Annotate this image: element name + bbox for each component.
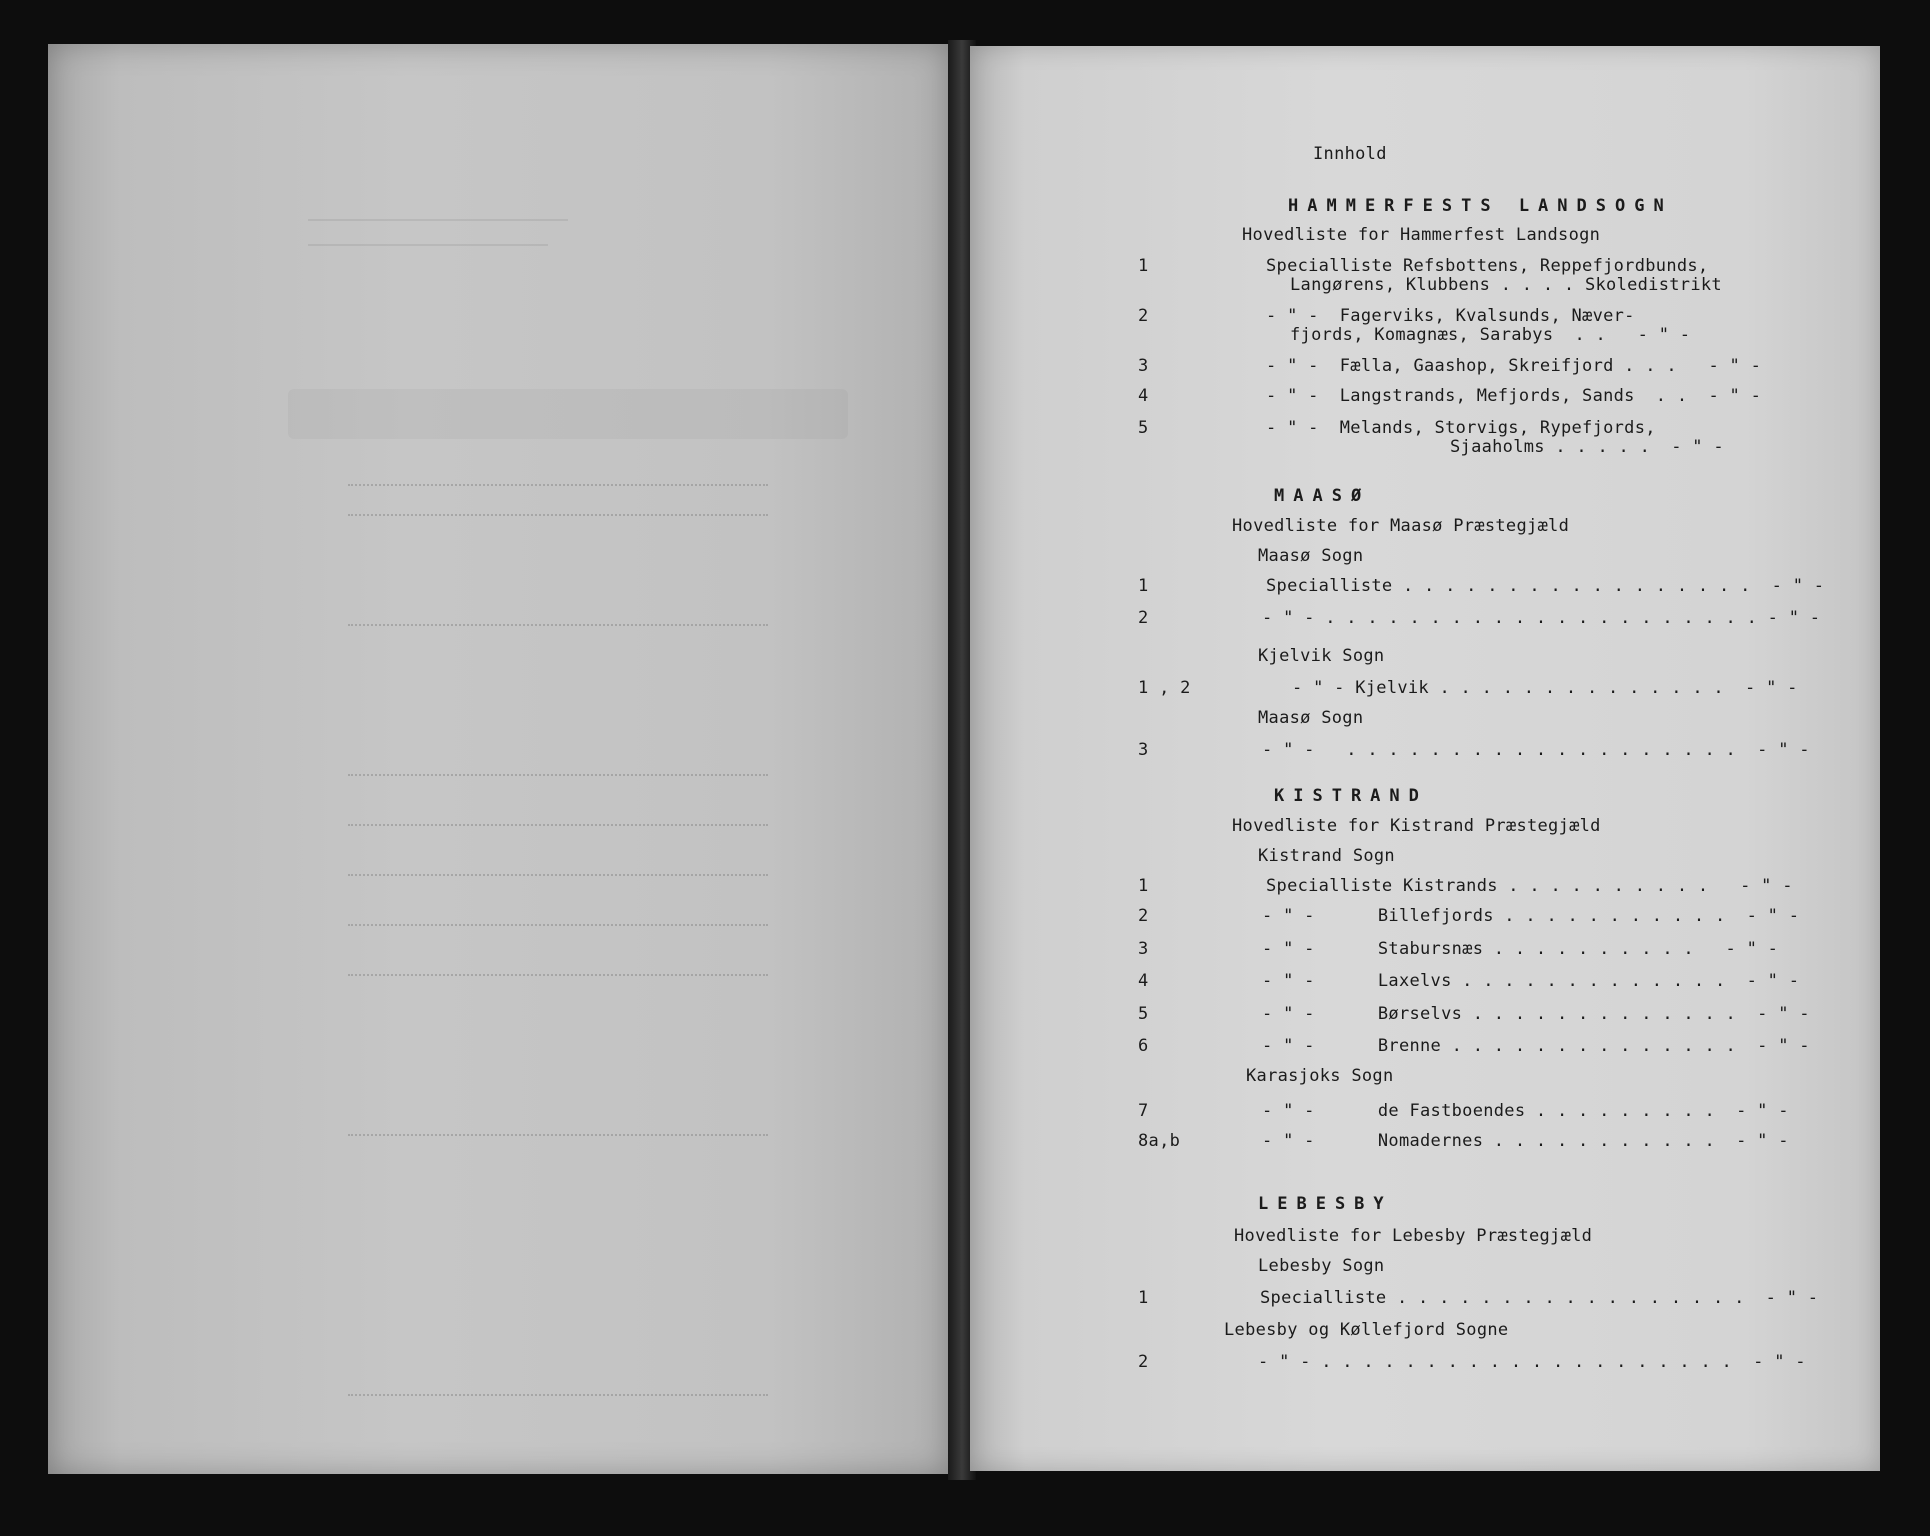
entry-number: 1 — [1138, 876, 1149, 896]
entry-number: 1 , 2 — [1138, 678, 1191, 698]
entry-text: Specialliste . . . . . . . . . . . . . . . . . - " - — [1266, 576, 1825, 596]
faint-title — [288, 389, 848, 439]
entry-number: 3 — [1138, 356, 1149, 376]
faint-text-line — [308, 244, 548, 246]
section-heading: LEBESBY — [1258, 1194, 1393, 1214]
entry-text: - " - Stabursnæs . . . . . . . . . . - " - — [1262, 939, 1779, 959]
faint-dot-row — [348, 774, 768, 778]
faint-dot-row — [348, 874, 768, 878]
entry-number: 8a,b — [1138, 1131, 1181, 1151]
entry-text: Lebesby og Køllefjord Sogne — [1224, 1320, 1509, 1340]
entry-text: Maasø Sogn — [1258, 546, 1364, 566]
entry-number: 7 — [1138, 1101, 1149, 1121]
entry-text: - " - Fælla, Gaashop, Skreifjord . . . - " - — [1266, 356, 1762, 376]
entry-number: 2 — [1138, 306, 1149, 326]
entry-text: - " - Billefjords . . . . . . . . . . . - " - — [1262, 906, 1800, 926]
entry-number: 4 — [1138, 386, 1149, 406]
entry-number: 5 — [1138, 1004, 1149, 1024]
entry-text: - " - Nomadernes . . . . . . . . . . . - " - — [1262, 1131, 1789, 1151]
faint-text-line — [308, 219, 568, 221]
entry-text: - " - Brenne . . . . . . . . . . . . . . - " - — [1262, 1036, 1810, 1056]
faint-dot-row — [348, 484, 768, 488]
section-heading: HAMMERFESTS LANDSOGN — [1288, 196, 1673, 216]
entry-text: - " - Fagerviks, Kvalsunds, Næver- — [1266, 306, 1635, 326]
page-title: Innhold — [1313, 144, 1387, 164]
entry-text: Langørens, Klubbens . . . . Skoledistrikt — [1290, 275, 1722, 295]
entry-text: Specialliste Refsbottens, Reppefjordbunds, — [1266, 256, 1709, 276]
faint-dot-row — [348, 974, 768, 978]
entry-number: 2 — [1138, 608, 1149, 628]
entry-text: Hovedliste for Maasø Præstegjæld — [1232, 516, 1570, 536]
faint-dot-row — [348, 824, 768, 828]
section-heading: KISTRAND — [1274, 786, 1428, 806]
entry-text: Maasø Sogn — [1258, 708, 1364, 728]
entry-number: 1 — [1138, 1288, 1149, 1308]
entry-text: Specialliste . . . . . . . . . . . . . . . . . - " - — [1260, 1288, 1819, 1308]
entry-text: - " - . . . . . . . . . . . . . . . . . . . - " - — [1262, 740, 1810, 760]
entry-number: 4 — [1138, 971, 1149, 991]
entry-number: 2 — [1138, 906, 1149, 926]
entry-text: Kjelvik Sogn — [1258, 646, 1385, 666]
entry-text: - " - Melands, Storvigs, Rypefjords, — [1266, 418, 1656, 438]
entry-number: 5 — [1138, 418, 1149, 438]
entry-text: Hovedliste for Lebesby Præstegjæld — [1234, 1226, 1593, 1246]
entry-text: Lebesby Sogn — [1258, 1256, 1385, 1276]
entry-text: Kistrand Sogn — [1258, 846, 1395, 866]
entry-text: - " - . . . . . . . . . . . . . . . . . . . . - " - — [1258, 1352, 1806, 1372]
faint-dot-row — [348, 624, 768, 628]
entry-text: fjords, Komagnæs, Sarabys . . - " - — [1290, 325, 1691, 345]
entry-text: - " - Kjelvik . . . . . . . . . . . . . . - " - — [1292, 678, 1798, 698]
entry-text: Hovedliste for Kistrand Præstegjæld — [1232, 816, 1601, 836]
entry-text: Hovedliste for Hammerfest Landsogn — [1242, 225, 1601, 245]
entry-text: - " - Laxelvs . . . . . . . . . . . . . - " - — [1262, 971, 1800, 991]
left-page — [48, 44, 948, 1474]
faint-dot-row — [348, 514, 768, 518]
entry-number: 3 — [1138, 939, 1149, 959]
entry-number: 3 — [1138, 740, 1149, 760]
entry-number: 1 — [1138, 256, 1149, 276]
entry-number: 2 — [1138, 1352, 1149, 1372]
entry-text: Sjaaholms . . . . . - " - — [1450, 437, 1724, 457]
faint-dot-row — [348, 924, 768, 928]
faint-dot-row — [348, 1134, 768, 1138]
entry-text: - " - Børselvs . . . . . . . . . . . . . - " - — [1262, 1004, 1810, 1024]
right-page — [970, 46, 1880, 1471]
entry-text: - " - . . . . . . . . . . . . . . . . . . . . . - " - — [1262, 608, 1821, 628]
faint-dot-row — [348, 1394, 768, 1398]
entry-number: 1 — [1138, 576, 1149, 596]
entry-text: Karasjoks Sogn — [1246, 1066, 1394, 1086]
entry-number: 6 — [1138, 1036, 1149, 1056]
section-heading: MAASØ — [1274, 486, 1371, 506]
entry-text: - " - Langstrands, Mefjords, Sands . . - " - — [1266, 386, 1762, 406]
entry-text: - " - de Fastboendes . . . . . . . . . - " - — [1262, 1101, 1789, 1121]
entry-text: Specialliste Kistrands . . . . . . . . . . - " - — [1266, 876, 1793, 896]
